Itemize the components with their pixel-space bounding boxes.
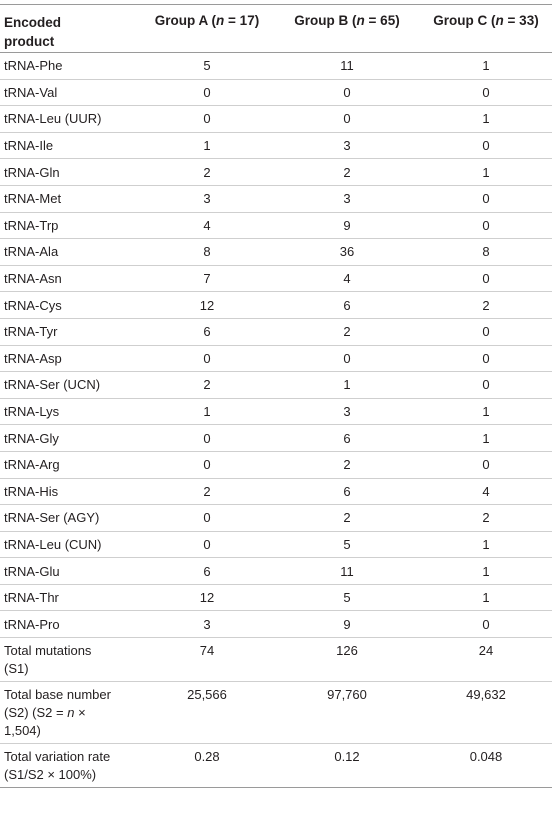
header-group-a-n: n	[216, 13, 225, 28]
total-mutations-label-line1: Total mutations	[4, 643, 92, 659]
cell-group-a: 0	[140, 531, 274, 558]
header-group-c-n: n	[495, 13, 504, 28]
cell-group-b: 3	[274, 185, 420, 212]
cell-group-b: 2	[274, 159, 420, 186]
table-row	[0, 106, 552, 133]
cell-product: tRNA-Pro	[0, 611, 140, 638]
total-mutations-label	[0, 638, 140, 682]
header-group-c	[420, 5, 552, 53]
cell-group-b: 5	[274, 584, 420, 611]
cell-product: tRNA-Leu (UUR)	[0, 106, 140, 133]
header-group-a	[140, 5, 274, 53]
table-row	[0, 584, 552, 611]
cell-group-c: 1	[420, 425, 552, 452]
cell-group-c: 8	[420, 239, 552, 266]
cell-group-b: 6	[274, 425, 420, 452]
total-mutations-a: 74	[140, 638, 274, 682]
header-group-b-post: = 65)	[364, 13, 400, 28]
cell-product: tRNA-Trp	[0, 212, 140, 239]
cell-product: tRNA-Ile	[0, 132, 140, 159]
total-rate-c: 0.048	[420, 744, 552, 788]
cell-group-b: 3	[274, 398, 420, 425]
total-rate-b: 0.12	[274, 744, 420, 788]
cell-group-b: 0	[274, 106, 420, 133]
table-row	[0, 239, 552, 266]
total-rate-label	[0, 744, 140, 788]
cell-product: tRNA-Val	[0, 79, 140, 106]
cell-product: tRNA-His	[0, 478, 140, 505]
cell-product: tRNA-Ala	[0, 239, 140, 266]
cell-group-c: 0	[420, 345, 552, 372]
total-mutations-row	[0, 638, 552, 682]
total-base-label-n: n	[67, 705, 75, 721]
cell-group-a: 2	[140, 478, 274, 505]
cell-group-c: 0	[420, 212, 552, 239]
cell-group-b: 9	[274, 212, 420, 239]
total-base-row	[0, 682, 552, 744]
table-row	[0, 398, 552, 425]
cell-product: tRNA-Glu	[0, 558, 140, 585]
cell-product: tRNA-Tyr	[0, 318, 140, 345]
cell-group-a: 12	[140, 584, 274, 611]
cell-product: tRNA-Arg	[0, 451, 140, 478]
cell-group-c: 0	[420, 611, 552, 638]
cell-group-c: 1	[420, 159, 552, 186]
table-row	[0, 372, 552, 399]
cell-group-b: 36	[274, 239, 420, 266]
table-row	[0, 185, 552, 212]
cell-group-a: 0	[140, 451, 274, 478]
total-mutations-label-line2: (S1)	[4, 661, 29, 677]
cell-group-c: 1	[420, 106, 552, 133]
table-row	[0, 318, 552, 345]
cell-product: tRNA-Lys	[0, 398, 140, 425]
cell-group-a: 4	[140, 212, 274, 239]
cell-group-b: 11	[274, 558, 420, 585]
cell-group-c: 1	[420, 531, 552, 558]
cell-product: tRNA-Thr	[0, 584, 140, 611]
cell-product: tRNA-Cys	[0, 292, 140, 319]
table-row	[0, 132, 552, 159]
cell-product: tRNA-Ser (AGY)	[0, 505, 140, 532]
table-row	[0, 79, 552, 106]
total-rate-label-line1: Total variation rate	[4, 749, 111, 765]
cell-group-a: 3	[140, 185, 274, 212]
total-mutations-c: 24	[420, 638, 552, 682]
table-row	[0, 345, 552, 372]
cell-product: tRNA-Leu (CUN)	[0, 531, 140, 558]
header-group-c-post: = 33)	[503, 13, 539, 28]
cell-group-c: 0	[420, 318, 552, 345]
cell-group-a: 6	[140, 558, 274, 585]
total-mutations-b: 126	[274, 638, 420, 682]
cell-group-c: 1	[420, 53, 552, 80]
cell-group-a: 1	[140, 132, 274, 159]
header-encoded-product	[0, 5, 140, 53]
cell-group-b: 0	[274, 345, 420, 372]
cell-group-c: 0	[420, 372, 552, 399]
table-body	[0, 53, 552, 788]
cell-group-a: 2	[140, 372, 274, 399]
table-row	[0, 292, 552, 319]
header-group-a-post: = 17)	[224, 13, 260, 28]
table-row	[0, 505, 552, 532]
total-base-b: 97,760	[274, 682, 420, 744]
header-row	[0, 5, 552, 53]
cell-group-a: 0	[140, 106, 274, 133]
cell-group-a: 7	[140, 265, 274, 292]
cell-group-b: 5	[274, 531, 420, 558]
cell-group-b: 2	[274, 318, 420, 345]
total-rate-a: 0.28	[140, 744, 274, 788]
header-group-b	[274, 5, 420, 53]
cell-group-c: 0	[420, 265, 552, 292]
cell-group-b: 2	[274, 505, 420, 532]
cell-group-c: 0	[420, 79, 552, 106]
cell-group-a: 0	[140, 425, 274, 452]
header-group-b-pre: Group B (	[294, 13, 357, 28]
cell-group-b: 4	[274, 265, 420, 292]
total-base-label-line3: 1,504)	[4, 723, 41, 739]
table-row	[0, 558, 552, 585]
table-row	[0, 531, 552, 558]
cell-group-c: 0	[420, 185, 552, 212]
mutation-table	[0, 4, 552, 788]
cell-group-c: 1	[420, 398, 552, 425]
cell-group-c: 2	[420, 505, 552, 532]
cell-group-b: 3	[274, 132, 420, 159]
cell-group-b: 6	[274, 292, 420, 319]
total-base-a: 25,566	[140, 682, 274, 744]
cell-product: tRNA-Asn	[0, 265, 140, 292]
cell-group-a: 5	[140, 53, 274, 80]
cell-group-b: 0	[274, 79, 420, 106]
header-group-b-n: n	[356, 13, 365, 28]
cell-product: tRNA-Gln	[0, 159, 140, 186]
total-base-c: 49,632	[420, 682, 552, 744]
cell-group-a: 3	[140, 611, 274, 638]
cell-group-a: 0	[140, 505, 274, 532]
table-row	[0, 265, 552, 292]
cell-group-b: 11	[274, 53, 420, 80]
header-group-c-pre: Group C (	[433, 13, 496, 28]
cell-group-a: 12	[140, 292, 274, 319]
cell-group-a: 6	[140, 318, 274, 345]
total-base-label	[0, 682, 140, 744]
cell-group-a: 1	[140, 398, 274, 425]
cell-group-a: 2	[140, 159, 274, 186]
cell-group-b: 9	[274, 611, 420, 638]
cell-group-c: 2	[420, 292, 552, 319]
table-row	[0, 212, 552, 239]
total-rate-row	[0, 744, 552, 788]
cell-product: tRNA-Met	[0, 185, 140, 212]
total-rate-label-line2: (S1/S2 × 100%)	[4, 767, 97, 783]
total-base-label-line1: Total base number	[4, 687, 111, 703]
table-row	[0, 159, 552, 186]
table-row	[0, 425, 552, 452]
header-encoded-line2: product	[4, 34, 55, 49]
cell-group-a: 0	[140, 79, 274, 106]
cell-product: tRNA-Asp	[0, 345, 140, 372]
total-base-label-line2-pre: (S2) (S2 =	[4, 705, 68, 721]
cell-group-c: 0	[420, 451, 552, 478]
table-row	[0, 53, 552, 80]
cell-group-c: 1	[420, 584, 552, 611]
cell-group-c: 0	[420, 132, 552, 159]
total-base-label-line2-post: ×	[74, 705, 86, 721]
cell-group-c: 4	[420, 478, 552, 505]
cell-group-c: 1	[420, 558, 552, 585]
header-group-a-pre: Group A (	[154, 13, 217, 28]
table-row	[0, 611, 552, 638]
cell-group-b: 2	[274, 451, 420, 478]
table-row	[0, 478, 552, 505]
header-encoded-line1: Encoded	[4, 15, 62, 30]
cell-product: tRNA-Ser (UCN)	[0, 372, 140, 399]
cell-product: tRNA-Gly	[0, 425, 140, 452]
cell-group-b: 6	[274, 478, 420, 505]
cell-group-a: 8	[140, 239, 274, 266]
table-row	[0, 451, 552, 478]
cell-product: tRNA-Phe	[0, 53, 140, 80]
cell-group-b: 1	[274, 372, 420, 399]
cell-group-a: 0	[140, 345, 274, 372]
